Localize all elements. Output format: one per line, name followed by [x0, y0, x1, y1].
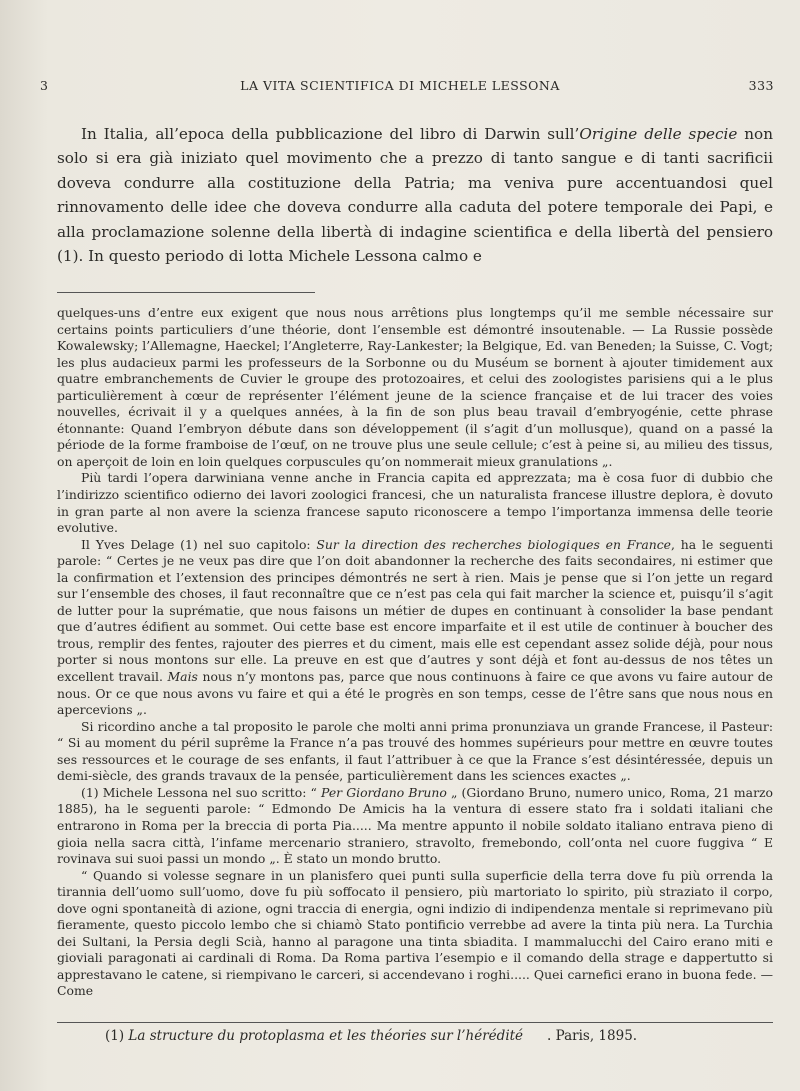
text-run: nous n’y montons pas, parce que nous continuons à faire ce que avons vu faire autour de nous. Or ce que nous avons vu faire et qui a été le progrès en son temps, cesse de l’être sans que nous nous en apercevions „. — [57, 669, 773, 718]
running-header — [0, 78, 800, 98]
work-title: Per Giordano Bruno — [321, 784, 447, 800]
text-run: (1) Michele Lessona nel suo scritto: “ — [81, 784, 322, 800]
footnote-continuation: quelques-uns d’entre eux exigent que nous nous arrêtions plus longtemps qu’il me semble nécessaire sur certains points particuliers d’une théorie, dont l’ensemble est démontré insoutenable. — La Russie possède Kowalewsky; l’Allemagne, Haeckel; l’Angleterre, Ray-Lankester; la Belgique, Ed. van Beneden; la Suisse, C. Vogt; les plus audacieux parmi les professeurs de la Sorbonne ou du Muséum se bornent à ajouter timidement aux quatre embranchements de Cuvier le groupe des protozoaires, et celui des zoologistes parisiens qui a le plus particulièrement à cœur de représenter l’élément jeune de la science française et de lui tracer des voies nouvelles, écrivait il y a quelques années, à la fin de son plus beau travail d’embryogénie, cette phrase étonnante: Quand l’embryon débute dans son développement (il s’agit d’un mollusque), quand on a passé la période de la forme framboise de l’œuf, on ne trouve plus une seule cellule; c’est à peine si, au milieu des tissus, on aperçoit de loin en loin quelques corpuscules qu’on nommerait mieux granulations „. — [57, 305, 773, 469]
footnote-separator-bottom — [57, 1022, 773, 1023]
footnote-paragraph: Più tardi l’opera darwiniana venne anche in Francia capita ed apprezzata; ma è cosa fuor di dubbio che l’indirizzo scientifico odierno dei lavori zoologici francesi, che un naturalista francese illustre deplora, è dovuto in gran parte al non avere la scienza francese saputo riconoscere a tempo l’importanza immensa delle teorie evolutive. — [57, 470, 773, 536]
footnote-separator — [57, 292, 315, 293]
footnote-citation: . Paris, 1895. — [547, 1028, 638, 1044]
text-run: „ (Giordano Bruno, numero unico, Roma, 21 marzo 1885), ha le seguenti parole: “ Edmondo De Amicis ha la ventura di essere stato fra i soldati italiani che entrarono in Roma per la breccia di porta Pia..... Ma mentre appunto il nobile soldato italiano entrava pieno di gioia nella sacra città, l’infame mercenario straniero, stravolto, fremebondo, coll’onta nel cuore fuggiva “ E rovinava sui suoi passi un mondo „. È stato un mondo brutto. — [57, 784, 773, 867]
footnote-paragraph: Si ricordino anche a tal proposito le parole che molti anni prima pronunziava un grande Francese, il Pasteur: “ Si au moment du péril suprême la France n’a pas trouvé des hommes supérieurs pour mettre en œuvre toutes ses ressources et le courage de ses enfants, il faut l’attribuer à ce que la France s’est désintéressée, depuis un demi-siècle, des grands travaux de la pensée, particulièrement dans les sciences exactes „. — [57, 718, 773, 784]
text-run: In Italia, all’epoca della pubblicazione del libro di Darwin sull’ — [81, 125, 580, 143]
header-title: LA VITA SCIENTIFICA DI MICHELE LESSONA — [240, 78, 560, 93]
footnote-paragraph: “ Quando si volesse segnare in un planisfero quei punti sulla superficie della terra dove fu più orrenda la tirannia dell’uomo sull’uomo, dove fu più soffocato il pensiero, più martoriato lo spirito, più straziato il corpo, dove ogni spontaneità di azione, ogni traccia di energia, ogni indizio di indipendenza mentale si reprimevano più fieramente, questo piccolo lembo che si chiamò Stato pontificio verrebbe ad avere la tinta più nera. La Turchia dei Sultani, la Persia degli Scià, hanno al paragone una tinta sbiadita. I mammalucchi del Cairo erano miti e gioviali paragonati ai cardinali di Roma. Da Roma partiva l’esempio e il comando della strage e dappertutto si apprestavano le catene, si riempivano le carceri, si accendevano i roghi..... Quei carnefici erano in buona fede. — Come — [57, 867, 773, 999]
chapter-title: Sur la direction des recherches biologiques en France — [316, 536, 671, 552]
emphasis: Mais — [167, 669, 198, 685]
footnote-line — [81, 1028, 637, 1044]
text-run: , ha le seguenti parole: “ Certes je ne veux pas dire que l’on doit abandonner la recherche des faits secondaires, ni estimer que la confirmation et l’extension des principes démontrés ne sert à rien. Mais je pense que si l’on jette un regard sur l’ensemble des choses, il faut reconnaître que ce n’est pas cela qui fait marcher la science et, puisqu’il s’agit de lutter pour la suprématie, que nous faisons un métier de dupes en continuant à consolider la base pendant que d’autres édifient au sommet. Oui cette base est encore imparfaite et il est utile de continuer à boucher des trous, remplir des fentes, rajouter des pierres et du ciment, mais elle est cependant assez solide déjà, pour nous porter si nous montons sur elle. La preuve en est que d’autres y sont déjà et font au-dessus de nos têtes un excellent travail. — [57, 536, 773, 685]
text-run: non solo si era già iniziato quel movimento che a prezzo di tanto sangue e di tanti sacrificii doveva condurre alla costituzione della Patria; ma veniva pure accentuandosi quel rinnovamento delle idee che doveva condurre alla caduta del potere temporale dei Papi, e alla proclamazione solenne della libertà di indagine scientifica e della libertà del pensiero (1). In questo periodo di lotta Michele Lessona calmo e — [57, 125, 773, 266]
footnote-paragraph — [57, 537, 773, 719]
main-text — [57, 122, 773, 268]
header-section-number: 3 — [40, 78, 49, 93]
book-title: Origine delle specie — [579, 125, 738, 143]
footnotes — [57, 305, 773, 1000]
page-number: 333 — [748, 78, 774, 93]
footnote-paragraph — [57, 785, 773, 868]
text-run: Il Yves Delage (1) nel suo capitolo: — [81, 536, 317, 552]
footnote-work-title: La structure du protoplasma et les théories sur l’hérédité — [128, 1028, 524, 1044]
footnote-number: (1) — [105, 1028, 129, 1044]
bottom-footnote — [57, 1027, 773, 1045]
main-paragraph — [57, 122, 773, 268]
